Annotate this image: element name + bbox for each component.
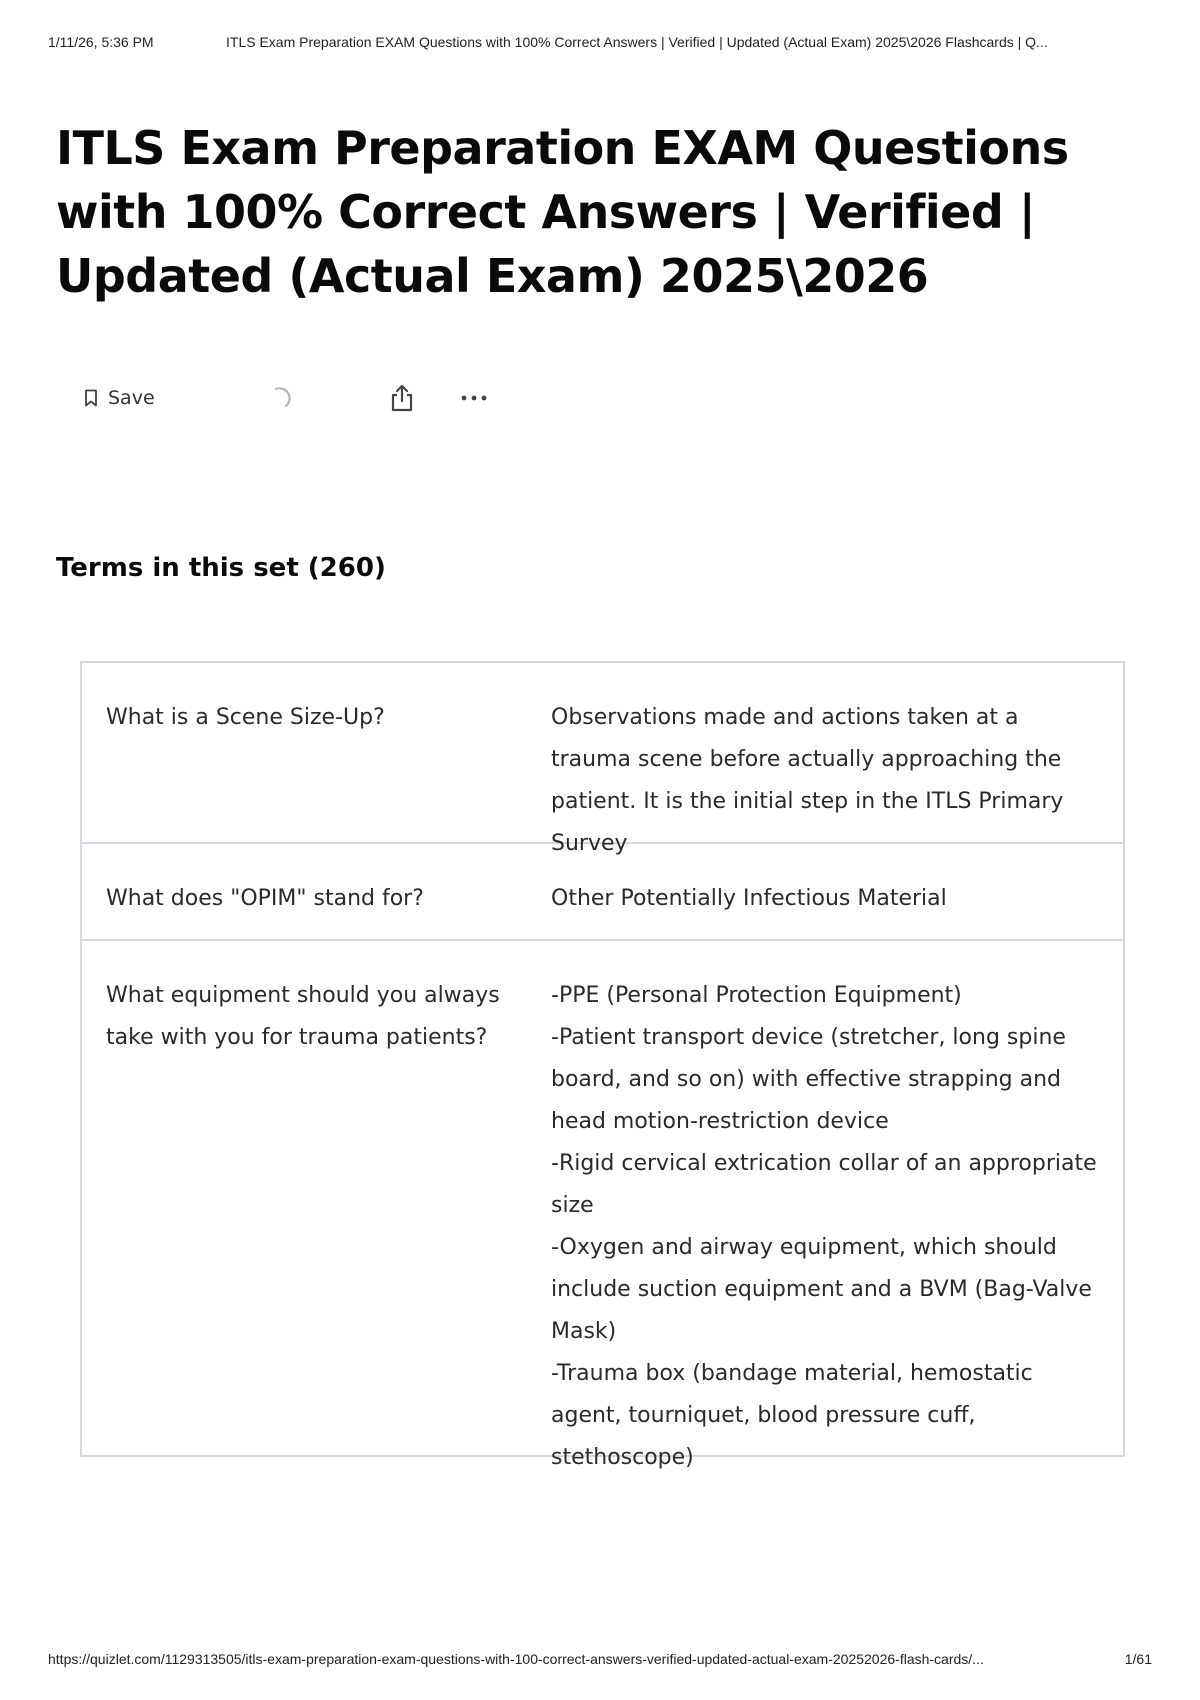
page-title: ITLS Exam Preparation EXAM Questions with 100% Correct Answers | Verified | Updated (Actual Exam) 2025\2026 xyxy=(56,121,1069,303)
definition-line: -Oxygen and airway equipment, which should include suction equipment and a BVM (Bag-Valve Mask) xyxy=(551,1235,1092,1344)
share-icon[interactable] xyxy=(386,382,418,414)
definition-line: -Trauma box (bandage material, hemostatic agent, tourniquet, blood pressure cuff, stethoscope) xyxy=(551,1361,1033,1470)
page-number: 1/61 xyxy=(1124,1651,1152,1667)
term-text: What does "OPIM" stand for? xyxy=(106,886,424,911)
print-doc-title: ITLS Exam Preparation EXAM Questions with 100% Correct Answers | Verified | Updated (Actual Exam) 2025\2026 Flashcards | Q... xyxy=(226,34,1048,50)
set-toolbar xyxy=(84,378,504,418)
print-date: 1/11/26, 5:36 PM xyxy=(48,34,154,50)
save-label: Save xyxy=(108,387,155,409)
term-row xyxy=(82,941,1123,1470)
print-url: https://quizlet.com/1129313505/itls-exam-preparation-exam-questions-with-100-correct-answers-verified-updated-actual-exam-20252026-flash-cards/... xyxy=(48,1651,984,1667)
terms-table xyxy=(80,661,1125,1470)
print-header xyxy=(48,34,1152,54)
definition-text xyxy=(527,663,1123,856)
bookmark-icon xyxy=(84,389,98,407)
definition-text xyxy=(527,844,1123,939)
loading-spinner-icon xyxy=(266,384,294,412)
save-button[interactable] xyxy=(84,378,155,418)
definition-line: Observations made and actions taken at a trauma scene before actually approaching the patient. It is the initial step in the ITLS Primary Survey xyxy=(551,705,1064,856)
term-text: What equipment should you always take with you for trauma patients? xyxy=(106,983,500,1050)
more-options-icon[interactable] xyxy=(456,382,492,414)
definition-line: -Patient transport device (stretcher, long spine board, and so on) with effective strapping and head motion-restriction device xyxy=(551,1025,1066,1134)
term-row xyxy=(82,844,1123,941)
term-row xyxy=(82,663,1123,856)
definition-line: -PPE (Personal Protection Equipment) xyxy=(551,983,962,1008)
print-footer xyxy=(48,1651,1152,1671)
term-text: What is a Scene Size-Up? xyxy=(106,705,385,730)
terms-heading: Terms in this set (260) xyxy=(56,553,386,583)
definition-line: Other Potentially Infectious Material xyxy=(551,886,947,911)
definition-line: -Rigid cervical extrication collar of an appropriate size xyxy=(551,1151,1097,1218)
definition-text xyxy=(527,941,1123,1470)
